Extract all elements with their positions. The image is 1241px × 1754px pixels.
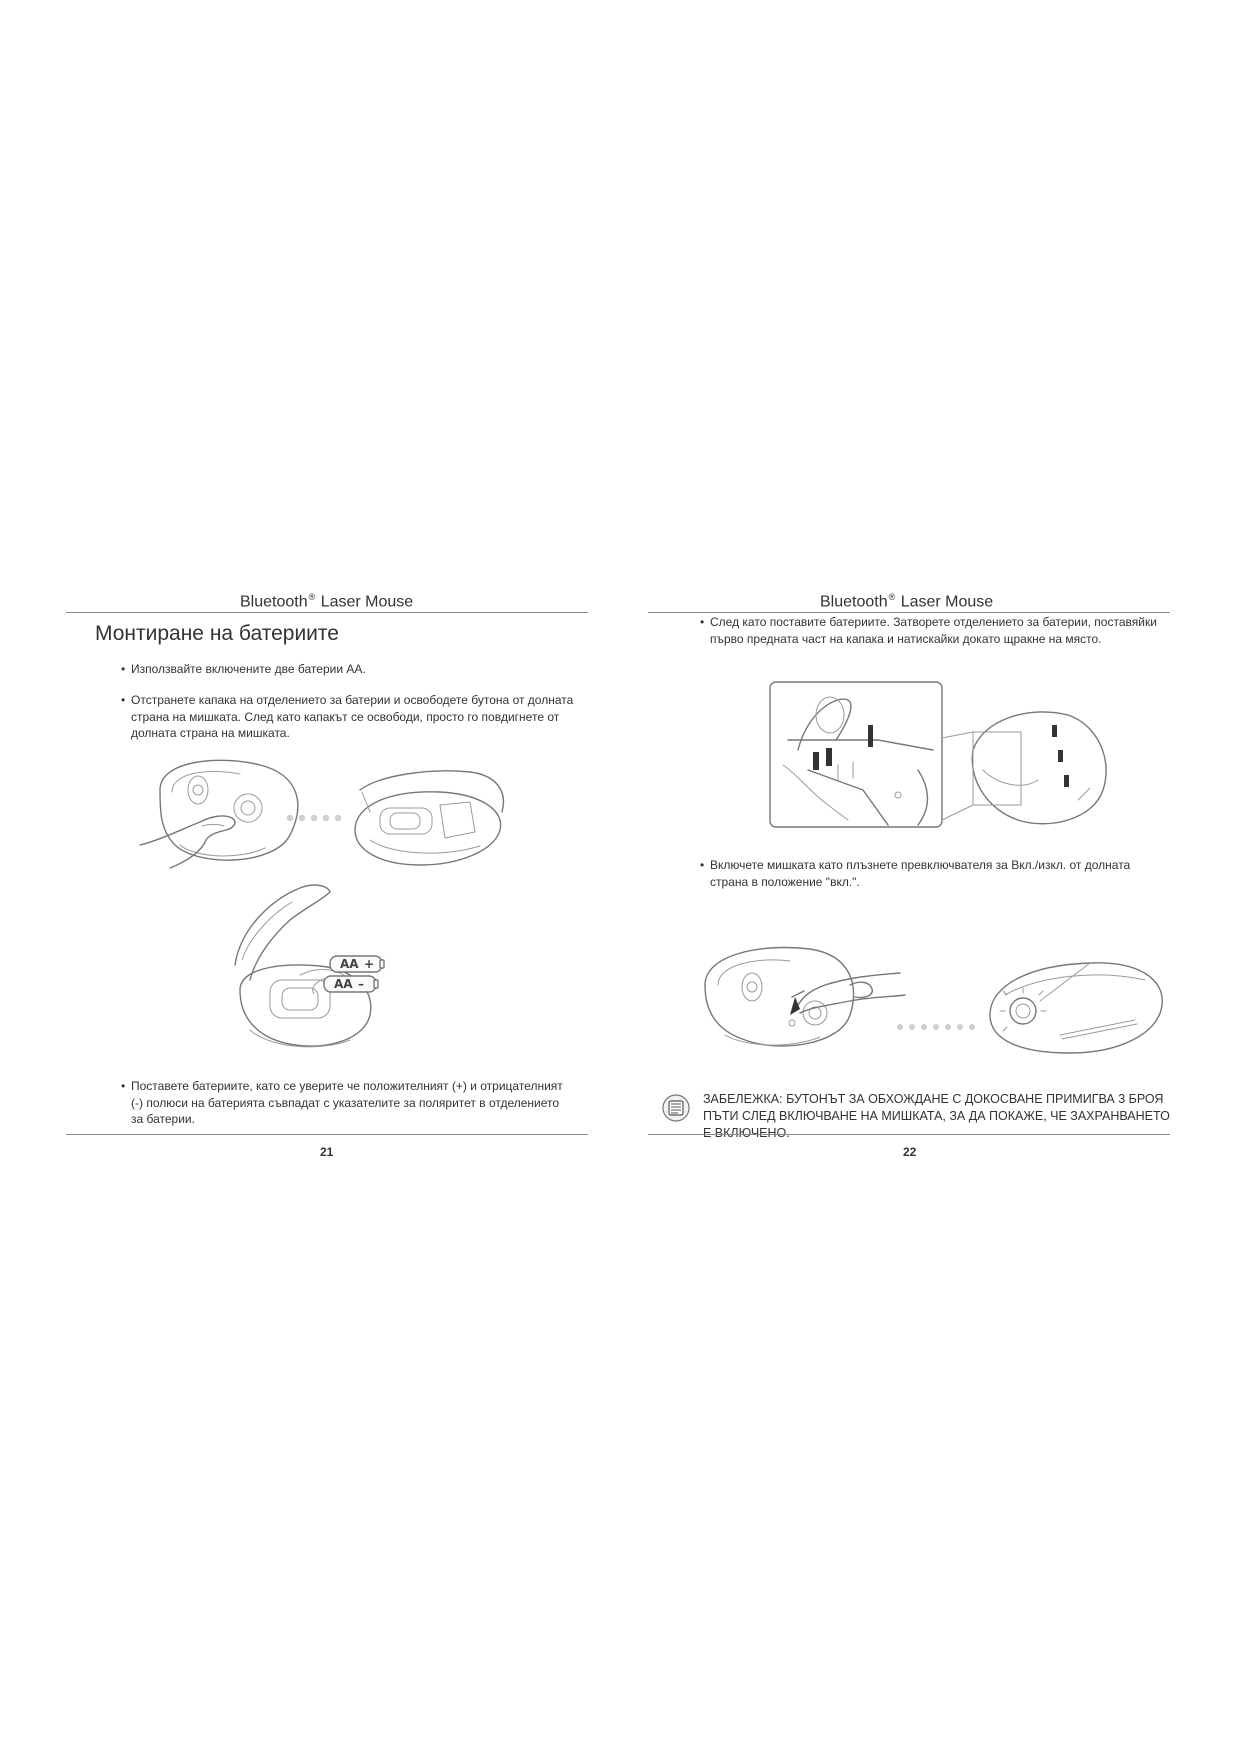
page-number: 21 (320, 1145, 334, 1159)
header-rule (66, 612, 588, 613)
bullet-item: • Отстранете капака на отделението за батерии и освободете бутона от долната страна на мишката. След като капакът се освободи, просто го повдигнете от долната страна на мишката. (121, 693, 574, 740)
mouse-underside-outline (705, 948, 854, 1047)
page-header (820, 592, 993, 611)
touch-scroll-button (1010, 998, 1036, 1024)
finger (798, 973, 900, 1005)
mouse-open-illustration (140, 750, 520, 880)
battery-2-label: AA (334, 977, 353, 991)
battery-2-sign: – (358, 977, 364, 991)
mouse-top-outline (990, 963, 1162, 1053)
header-rule (648, 612, 1170, 613)
battery-1-label: AA (340, 957, 359, 971)
header-product: Laser Mouse (320, 593, 414, 611)
page-title: Монтиране на батериите (95, 622, 339, 645)
registered-mark: ® (308, 592, 316, 602)
battery-insert-illustration (230, 880, 430, 1060)
power-switch-illustration (700, 935, 1170, 1065)
footer-rule (66, 1134, 588, 1135)
bullet-text: След като поставите батериите. Затворете отделението за батерии, поставяйки първо предната част на капака и натискайки докато щракне на място. (710, 615, 1157, 646)
note-text: ЗАБЕЛЕЖКА: БУТОНЪТ ЗА ОБХОЖДАНЕ С ДОКОСВАНЕ ПРИМИГВА 3 БРОЯ ПЪТИ СЛЕД ВКЛЮЧВАНЕ НА МИШКАТА, ЗА ДА ПОКАЖЕ, ЧЕ ЗАХРАНВАНЕТО Е ВКЛЮЧЕНО. (703, 1092, 1170, 1140)
note-icon (662, 1094, 690, 1122)
mouse-body (355, 792, 501, 865)
registered-mark: ® (888, 592, 896, 602)
footer-rule (648, 1134, 1170, 1135)
bullet-item: • Използвайте включените две батерии AA. (121, 662, 366, 676)
bullet-text: Използвайте включените две батерии AA. (131, 662, 366, 676)
header-product: Laser Mouse (900, 593, 994, 611)
battery-cover-close-illustration (768, 680, 1113, 835)
page-21 (0, 0, 620, 1754)
mouse-side (972, 712, 1106, 824)
zoom-box (770, 682, 942, 827)
bullet-item: • Поставете батериите, като се уверите че положителният (+) и отрицателният (-) полюси на батерията съвпадат с указателите за поляритет в отделението за батерии. (121, 1079, 563, 1126)
bullet-item: • След като поставите батериите. Затворете отделението за батерии, поставяйки първо предната част на капака и натискайки докато щракне на място. (700, 615, 1157, 646)
bullet-text: Включете мишката като плъзнете превключвателя за Вкл./изкл. от долната страна в положение "вкл.". (710, 858, 1131, 889)
page-22 (620, 0, 1241, 1754)
bullet-item: • Включете мишката като плъзнете превключвателя за Вкл./изкл. от долната страна в положение "вкл.". (700, 858, 1131, 889)
page-number: 22 (903, 1145, 917, 1159)
header-brand: Bluetooth (240, 593, 308, 611)
bullet-text: Поставете батериите, като се уверите че положителният (+) и отрицателният (-) полюси на батерията съвпадат с указателите за поляритет в отделението за батерии. (131, 1079, 563, 1126)
bullet-text: Отстранете капака на отделението за батерии и освободете бутона от долната страна на мишката. След като капакът се освободи, просто го повдигнете от долната страна на мишката. (131, 693, 574, 740)
header-brand: Bluetooth (820, 593, 888, 611)
page-header (240, 592, 413, 611)
battery-1-sign: + (364, 957, 375, 971)
